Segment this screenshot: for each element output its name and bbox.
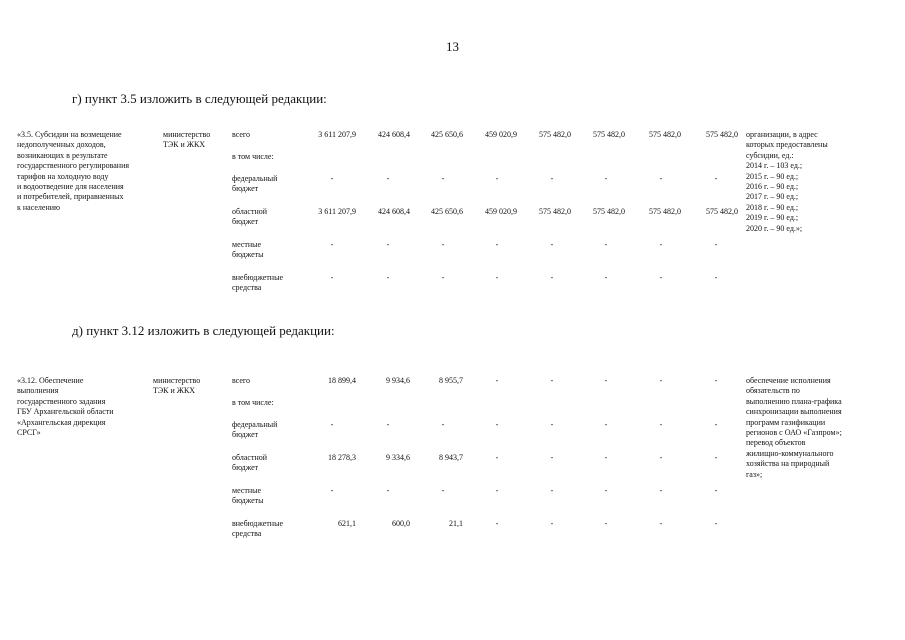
value-cell: - (495, 273, 499, 282)
value-cell: - (714, 376, 718, 385)
value-cell: - (714, 453, 718, 462)
funding-source-label: средства (232, 283, 262, 293)
measure-name-line: «3.5. Субсидии на возмещение (17, 130, 122, 139)
funding-source-label: областной (232, 453, 268, 462)
funding-source-label: средства (232, 529, 262, 539)
value-cell: - (330, 273, 334, 282)
executor-line: министерство (163, 130, 211, 139)
measure-name-line: недополученных доходов, (17, 140, 106, 150)
result-line: хозяйства на природный (746, 459, 830, 469)
value-cell: 621,1 (338, 519, 356, 528)
measure-name-line: возникающих в результате (17, 150, 108, 160)
value-cell: - (495, 376, 499, 385)
measure-name-line: выполнения (17, 386, 59, 396)
value-cell: 424 608,4 (378, 130, 410, 139)
value-cell: - (659, 486, 663, 495)
value-cell: - (714, 174, 718, 183)
result-line: 2018 г. – 90 ед.; (746, 202, 799, 212)
value-cell: 575 482,0 (706, 207, 738, 216)
funding-source-label: бюджет (232, 217, 259, 227)
value-cell: 600,0 (392, 519, 410, 528)
value-cell: - (330, 174, 334, 183)
value-cell: - (714, 486, 718, 495)
value-cell: 459 020,9 (485, 130, 517, 139)
value-cell: - (714, 420, 718, 429)
measure-name-line: к населению (17, 202, 60, 212)
funding-source-label: внебюджетные (232, 519, 283, 528)
executor-line: ТЭК и ЖКХ (153, 386, 196, 396)
value-cell: - (441, 273, 445, 282)
value-cell: - (604, 420, 608, 429)
value-cell: - (495, 453, 499, 462)
value-cell: - (659, 273, 663, 282)
value-cell: - (441, 420, 445, 429)
measure-name-line: и водоотведение для населения (17, 182, 124, 191)
result-line: 2019 г. – 90 ед.; (746, 213, 799, 223)
funding-source-label: бюджеты (232, 250, 264, 260)
value-cell: 424 608,4 (378, 207, 410, 216)
value-cell: 9 334,6 (386, 453, 410, 462)
result-line: 2015 г. – 90 ед.; (746, 171, 799, 181)
executor-line: ТЭК и ЖКХ (163, 140, 206, 150)
result-line: обязательств по (746, 386, 800, 396)
value-cell: 18 278,3 (328, 453, 356, 462)
value-cell: - (604, 240, 608, 249)
result-line: 2017 г. – 90 ед.; (746, 192, 799, 202)
value-cell: - (659, 519, 663, 528)
value-cell: - (550, 519, 554, 528)
funding-source-label: местные (232, 486, 262, 495)
value-cell: 575 482,0 (593, 207, 625, 216)
value-cell: 9 934,6 (386, 376, 410, 385)
value-cell: 3 611 207,9 (318, 207, 356, 216)
result-line: газ»; (746, 469, 763, 479)
result-line: программ газификации (746, 417, 826, 427)
value-cell: 575 482,0 (649, 130, 681, 139)
funding-source-label: бюджеты (232, 496, 264, 506)
value-cell: - (550, 240, 554, 249)
funding-source-label: всего (232, 130, 251, 139)
funding-source-label: всего (232, 376, 251, 385)
value-cell: - (550, 273, 554, 282)
value-cell: - (386, 240, 390, 249)
value-cell: - (604, 519, 608, 528)
result-line: которых предоставлены (746, 140, 828, 150)
value-cell: - (659, 453, 663, 462)
value-cell: - (659, 240, 663, 249)
section-g-heading: г) пункт 3.5 изложить в следующей редакции: (72, 91, 327, 106)
measure-name-line: государственного регулирования (17, 161, 130, 171)
funding-source-label: в том числе: (232, 152, 274, 161)
result-line: синхронизации выполнения (746, 407, 842, 417)
funding-source-label: бюджет (232, 430, 259, 440)
value-cell: - (386, 174, 390, 183)
value-cell: - (495, 420, 499, 429)
value-cell: 425 650,6 (431, 207, 463, 216)
value-cell: - (550, 420, 554, 429)
funding-source-label: бюджет (232, 184, 259, 194)
section-d-heading: д) пункт 3.12 изложить в следующей редакции: (72, 323, 335, 338)
funding-source-label: областной (232, 207, 268, 216)
result-line: 2016 г. – 90 ед.; (746, 182, 799, 191)
value-cell: - (714, 240, 718, 249)
value-cell: 575 482,0 (649, 207, 681, 216)
value-cell: - (330, 486, 334, 495)
value-cell: 21,1 (449, 519, 463, 528)
value-cell: 425 650,6 (431, 130, 463, 139)
measure-name-line: тарифов на холодную воду (17, 171, 109, 181)
value-cell: - (604, 376, 608, 385)
value-cell: 8 955,7 (439, 376, 463, 385)
value-cell: - (550, 376, 554, 385)
value-cell: - (441, 174, 445, 183)
funding-source-label: федеральный (232, 174, 278, 183)
measure-name-line: СРСГ» (17, 428, 41, 437)
value-cell: - (604, 174, 608, 183)
measure-name-line: «Архангельская дирекция (17, 417, 106, 427)
result-line: 2020 г. – 90 ед.»; (746, 223, 803, 233)
value-cell: - (659, 420, 663, 429)
value-cell: - (659, 376, 663, 385)
value-cell: - (386, 273, 390, 282)
result-line: перевод объектов (746, 438, 806, 448)
value-cell: - (441, 486, 445, 495)
value-cell: 8 943,7 (439, 453, 463, 462)
value-cell: 575 482,0 (593, 130, 625, 139)
value-cell: 459 020,9 (485, 207, 517, 216)
funding-source-label: в том числе: (232, 398, 274, 407)
value-cell: - (495, 240, 499, 249)
value-cell: - (386, 486, 390, 495)
funding-source-label: бюджет (232, 463, 259, 473)
measure-name-line: и потребителей, приравненных (17, 192, 124, 202)
funding-source-label: местные (232, 240, 262, 249)
value-cell: 18 899,4 (328, 376, 356, 385)
value-cell: - (386, 420, 390, 429)
value-cell: - (330, 420, 334, 429)
value-cell: - (495, 174, 499, 183)
result-line: регионов с ОАО «Газпром»; (746, 428, 842, 437)
executor-line: министерство (153, 376, 201, 385)
value-cell: 575 482,0 (539, 207, 571, 216)
value-cell: - (550, 453, 554, 462)
value-cell: 575 482,0 (539, 130, 571, 139)
value-cell: - (495, 519, 499, 528)
result-line: обеспечение исполнения (746, 376, 831, 385)
value-cell: - (604, 453, 608, 462)
result-line: выполнению плана-графика (746, 396, 842, 406)
result-line: организации, в адрес (746, 130, 818, 139)
value-cell: - (495, 486, 499, 495)
result-line: субсидии, ед.: (746, 150, 794, 160)
measure-name-line: ГБУ Архангельской области (17, 407, 114, 417)
value-cell: - (330, 240, 334, 249)
page-number: 13 (446, 39, 459, 54)
value-cell: - (604, 273, 608, 282)
result-line: жилищно-коммунального (746, 448, 834, 458)
funding-source-label: внебюджетные (232, 273, 283, 282)
measure-name-line: «3.12. Обеспечение (17, 376, 84, 385)
value-cell: - (550, 174, 554, 183)
value-cell: 575 482,0 (706, 130, 738, 139)
measure-name-line: государственного задания (17, 396, 106, 406)
value-cell: - (714, 519, 718, 528)
value-cell: - (550, 486, 554, 495)
value-cell: - (714, 273, 718, 282)
value-cell: - (604, 486, 608, 495)
value-cell: - (441, 240, 445, 249)
value-cell: 3 611 207,9 (318, 130, 356, 139)
result-line: 2014 г. – 103 ед.; (746, 161, 803, 171)
funding-source-label: федеральный (232, 420, 278, 429)
value-cell: - (659, 174, 663, 183)
